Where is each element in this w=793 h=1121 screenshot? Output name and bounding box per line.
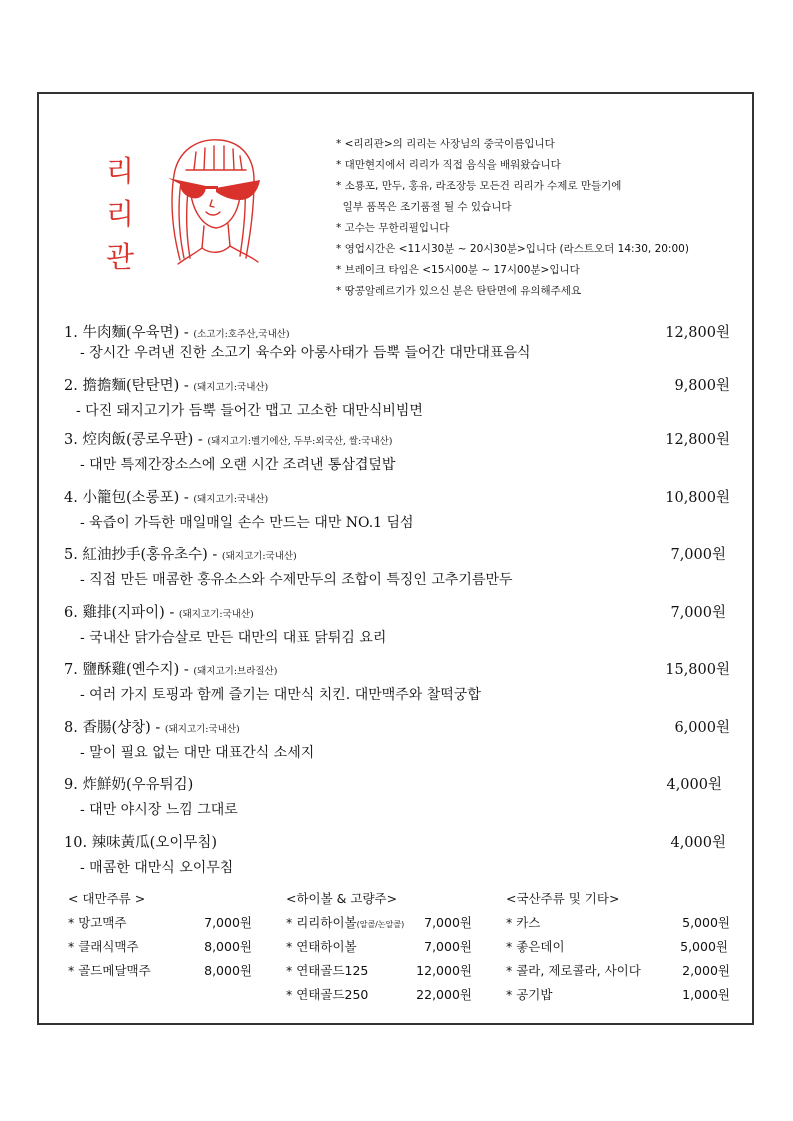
drink-price: 22,000원 <box>416 987 472 1002</box>
menu-item-desc: - 장시간 우려낸 진한 소고기 육수와 아롱사태가 듬뿍 들어간 대만대표음식 <box>80 345 531 361</box>
drink-price: 8,000원 <box>204 963 252 978</box>
menu-item-price: 7,000원 <box>670 547 726 563</box>
logo-char: 관 <box>105 240 134 274</box>
drink-price: 7,000원 <box>204 915 252 930</box>
drink-price: 5,000원 <box>682 915 730 930</box>
drink-label: * 리리하이볼 <box>286 915 357 930</box>
drink-name: * 좋은데이 <box>506 939 565 954</box>
drink-name: * 클래식맥주 <box>68 939 139 954</box>
dish-name: 6. 雞排(지파이) - <box>64 605 179 621</box>
menu-item-price: 9,800원 <box>674 378 730 394</box>
menu-item-name <box>64 321 290 342</box>
menu-item-desc: - 매콤한 대만식 오이무침 <box>80 860 234 876</box>
menu-item-price: 7,000원 <box>670 605 726 621</box>
drink-price: 12,000원 <box>416 963 472 978</box>
drink-section-header: <하이볼 & 고량주> <box>286 891 398 906</box>
drink-name: * 공기밥 <box>506 987 553 1002</box>
drink-price: 7,000원 <box>424 915 472 930</box>
logo-char: 리 <box>105 197 134 231</box>
drink-name: * 연태골드250 <box>286 987 369 1002</box>
note-line: * 고수는 무한리필입니다 <box>336 222 450 234</box>
drink-price: 7,000원 <box>424 939 472 954</box>
dish-origin: (돼지고기:국내산) <box>221 551 297 562</box>
drink-price: 1,000원 <box>682 987 730 1002</box>
dish-name: 2. 擔擔麵(탄탄면) - <box>64 378 194 394</box>
dish-name: 3. 焢肉飯(콩로우판) - <box>64 432 208 448</box>
dish-name: 9. 炸鮮奶(우유튀김) <box>64 777 194 793</box>
menu-item-price: 12,800원 <box>665 432 730 448</box>
drink-name: * 망고맥주 <box>68 915 127 930</box>
dish-name: 5. 紅油抄手(홍유초수) - <box>64 547 222 563</box>
menu-item-name <box>64 716 240 737</box>
menu-item-price: 4,000원 <box>666 777 722 793</box>
menu-item-name <box>64 658 277 679</box>
drink-section-header: <국산주류 및 기타> <box>506 891 620 906</box>
dish-name: 1. 牛肉麵(우육면) - <box>64 325 194 341</box>
dish-origin: (돼지고기:벨기에산, 두부:외국산, 쌀:국내산) <box>207 436 393 447</box>
drink-name: * 연태골드125 <box>286 963 369 978</box>
logo-char: 리 <box>105 154 134 188</box>
menu-item-name <box>64 543 297 564</box>
note-line: * 대만현지에서 리리가 직접 음식을 배워왔습니다 <box>336 159 561 171</box>
dish-name: 8. 香腸(샹창) - <box>64 720 165 736</box>
dish-name: 7. 鹽酥雞(옌수지) - <box>64 662 194 678</box>
menu-item-desc: - 다진 돼지고기가 듬뿍 들어간 맵고 고소한 대만식비빔면 <box>76 403 423 419</box>
menu-item-name <box>64 601 254 622</box>
menu-item-desc: - 말이 필요 없는 대만 대표간식 소세지 <box>80 745 315 761</box>
woman-sunglasses-icon <box>150 130 270 270</box>
drink-price: 8,000원 <box>204 939 252 954</box>
dish-origin: (소고기:호주산,국내산) <box>193 329 290 340</box>
note-line: 일부 품목은 조기품절 될 수 있습니다 <box>336 201 512 213</box>
drink-price: 5,000원 <box>680 939 728 954</box>
note-line: * 땅콩알레르기가 있으신 분은 탄탄면에 유의해주세요 <box>336 285 582 297</box>
drink-name: * 콜라, 제로콜라, 사이다 <box>506 963 641 978</box>
note-line: * 영업시간은 <11시30분 ~ 20시30분>입니다 (라스트오더 14:30, 20:00) <box>336 243 689 255</box>
menu-item-price: 12,800원 <box>665 325 730 341</box>
drink-note: (알콜/논알콜) <box>356 920 405 929</box>
dish-origin: (돼지고기:국내산) <box>164 724 240 735</box>
note-line: * 브레이크 타임은 <15시00분 ~ 17시00분>입니다 <box>336 264 580 276</box>
dish-name: 10. 辣味黃瓜(오이무침) <box>64 835 218 851</box>
drink-name <box>286 913 404 931</box>
menu-item-desc: - 국내산 닭가슴살로 만든 대만의 대표 닭튀김 요리 <box>80 630 387 646</box>
dish-origin: (돼지고기:국내산) <box>193 382 269 393</box>
menu-item-name <box>64 773 193 794</box>
drink-section-header: < 대만주류 > <box>68 891 146 906</box>
menu-item-price: 10,800원 <box>665 490 730 506</box>
menu-item-name <box>64 374 268 395</box>
menu-item-desc: - 직접 만든 매콤한 홍유소스와 수제만두의 조합이 특징인 고추기름만두 <box>80 572 513 588</box>
menu-item-price: 4,000원 <box>670 835 726 851</box>
dish-origin: (돼지고기:브라질산) <box>193 666 278 677</box>
dish-name: 4. 小籠包(소롱포) - <box>64 490 194 506</box>
menu-item-desc: - 대만 야시장 느낌 그대로 <box>80 802 238 818</box>
menu-item-price: 15,800원 <box>665 662 730 678</box>
menu-item-name <box>64 831 217 852</box>
dish-origin: (돼지고기:국내산) <box>178 609 254 620</box>
dish-origin: (돼지고기:국내산) <box>193 494 269 505</box>
menu-item-name <box>64 428 393 449</box>
drink-price: 2,000원 <box>682 963 730 978</box>
drink-name: * 골드메달맥주 <box>68 963 151 978</box>
menu-item-desc: - 육즙이 가득한 매일매일 손수 만드는 대만 NO.1 딤섬 <box>80 515 414 531</box>
note-line: * <리리관>의 리리는 사장님의 중국이름입니다 <box>336 138 555 150</box>
drink-name: * 연태하이볼 <box>286 939 357 954</box>
notes-list <box>336 134 689 302</box>
menu-item-name <box>64 486 268 507</box>
logo-text <box>100 150 140 279</box>
drink-name: * 카스 <box>506 915 541 930</box>
menu-item-desc: - 여러 가지 토핑과 함께 즐기는 대만식 치킨. 대만맥주와 찰떡궁합 <box>80 687 481 703</box>
menu-item-price: 6,000원 <box>674 720 730 736</box>
menu-item-desc: - 대만 특제간장소스에 오랜 시간 조려낸 통삼겹덮밥 <box>80 457 396 473</box>
note-line: * 소룡포, 만두, 홍유, 라조장등 모든건 리리가 수제로 만들기에 <box>336 180 622 192</box>
